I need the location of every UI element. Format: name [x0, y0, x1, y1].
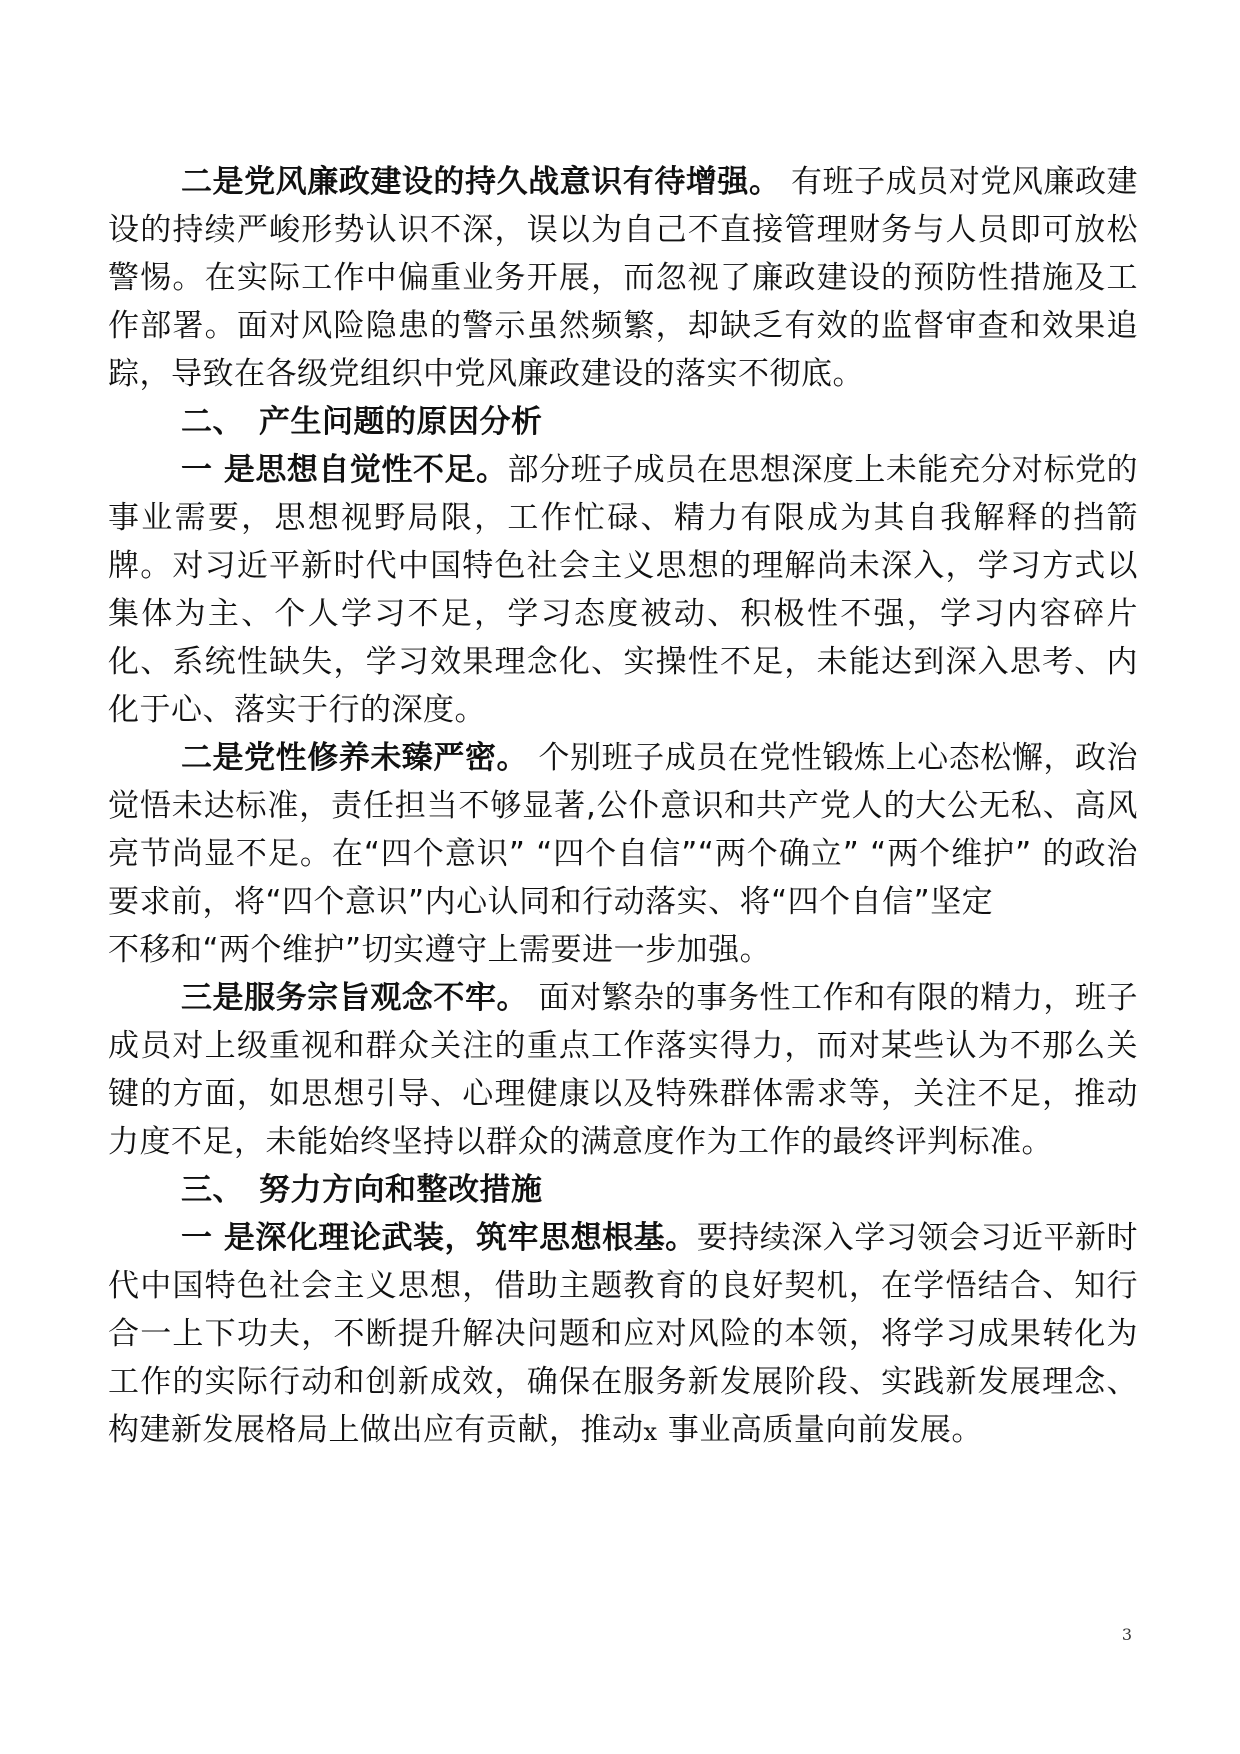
paragraph-ideological-awareness	[108, 446, 1138, 734]
paragraph-text-continuation: 不移和“两个维护”切实遵守上需要进一步加强。	[108, 932, 772, 968]
paragraph-text: 个别班子成员在党性锻炼上心态松懈，政治觉悟未达标准，责任担当不够显著,公仆意识和共产党人的大公无私、高风亮节尚显不足。在“四个意识” “四个自信”“两个确立” “两个维护” 的政治要求前，将“四个意识”内心认同和行动落实、将“四个自信”坚定	[108, 740, 1139, 920]
paragraph-lead: 二是党性修养未臻严密。	[181, 740, 529, 776]
placeholder-text: x	[643, 1418, 658, 1446]
paragraph-lead: 三是服务宗旨观念不牢。	[181, 980, 529, 1016]
paragraph-text: 部分班子成员在思想深度上未能充分对标党的事业需要，思想视野局限，工作忙碌、精力有限成为其自我解释的挡箭牌。对习近平新时代中国特色社会主义思想的理解尚未深入，学习方式以集体为主、个人学习不足，学习态度被动、积极性不强，学习内容碎片化、系统性缺失，学习效果理念化、实操性不足，未能达到深入思考、内化于心、落实于行的深度。	[108, 452, 1139, 728]
section-heading-rectification	[108, 1166, 1138, 1214]
paragraph-lead: 一 是深化理论武装，筑牢思想根基。	[181, 1220, 697, 1256]
paragraph-theoretical-arming	[108, 1214, 1138, 1456]
section-title: 努力方向和整改措施	[259, 1172, 543, 1208]
section-number: 二、	[181, 404, 244, 440]
paragraph-service-purpose	[108, 974, 1138, 1166]
paragraph-text: 面对繁杂的事务性工作和有限的精力，班子成员对上级重视和群众关注的重点工作落实得力，而对某些认为不那么关键的方面，如思想引导、心理健康以及特殊群体需求等，关注不足，推动力度不足，未能始终坚持以群众的满意度作为工作的最终评判标准。	[108, 980, 1139, 1160]
page-number: 3	[1121, 1625, 1132, 1644]
section-number: 三、	[181, 1172, 244, 1208]
paragraph-text: 事业高质量向前发展。	[657, 1412, 983, 1448]
section-heading-cause-analysis	[108, 398, 1138, 446]
paragraph-party-spirit	[108, 734, 1138, 974]
document-body	[108, 158, 1138, 1456]
paragraph-text: 有班子成员对党风廉政建设的持续严峻形势认识不深，误以为自己不直接管理财务与人员即可放松警惕。在实际工作中偏重业务开展，而忽视了廉政建设的预防性措施及工作部署。面对风险隐患的警示虽然频繁，却缺乏有效的监督审查和效果追踪，导致在各级党组织中党风廉政建设的落实不彻底。	[108, 164, 1139, 392]
section-title: 产生问题的原因分析	[259, 404, 543, 440]
paragraph-lead: 二是党风廉政建设的持久战意识有待增强。	[181, 164, 781, 200]
paragraph-lead: 一 是思想自觉性不足。	[181, 452, 508, 488]
paragraph-text: 要持续深入学习领会习近平新时代中国特色社会主义思想，借助主题教育的良好契机，在学悟结合、知行合一上下功夫，不断提升解决问题和应对风险的本领，将学习成果转化为工作的实际行动和创新成效，确保在服务新发展阶段、实践新发展理念、构建新发展格局上做出应有贡献，推动	[108, 1220, 1139, 1448]
paragraph-party-integrity	[108, 158, 1138, 398]
